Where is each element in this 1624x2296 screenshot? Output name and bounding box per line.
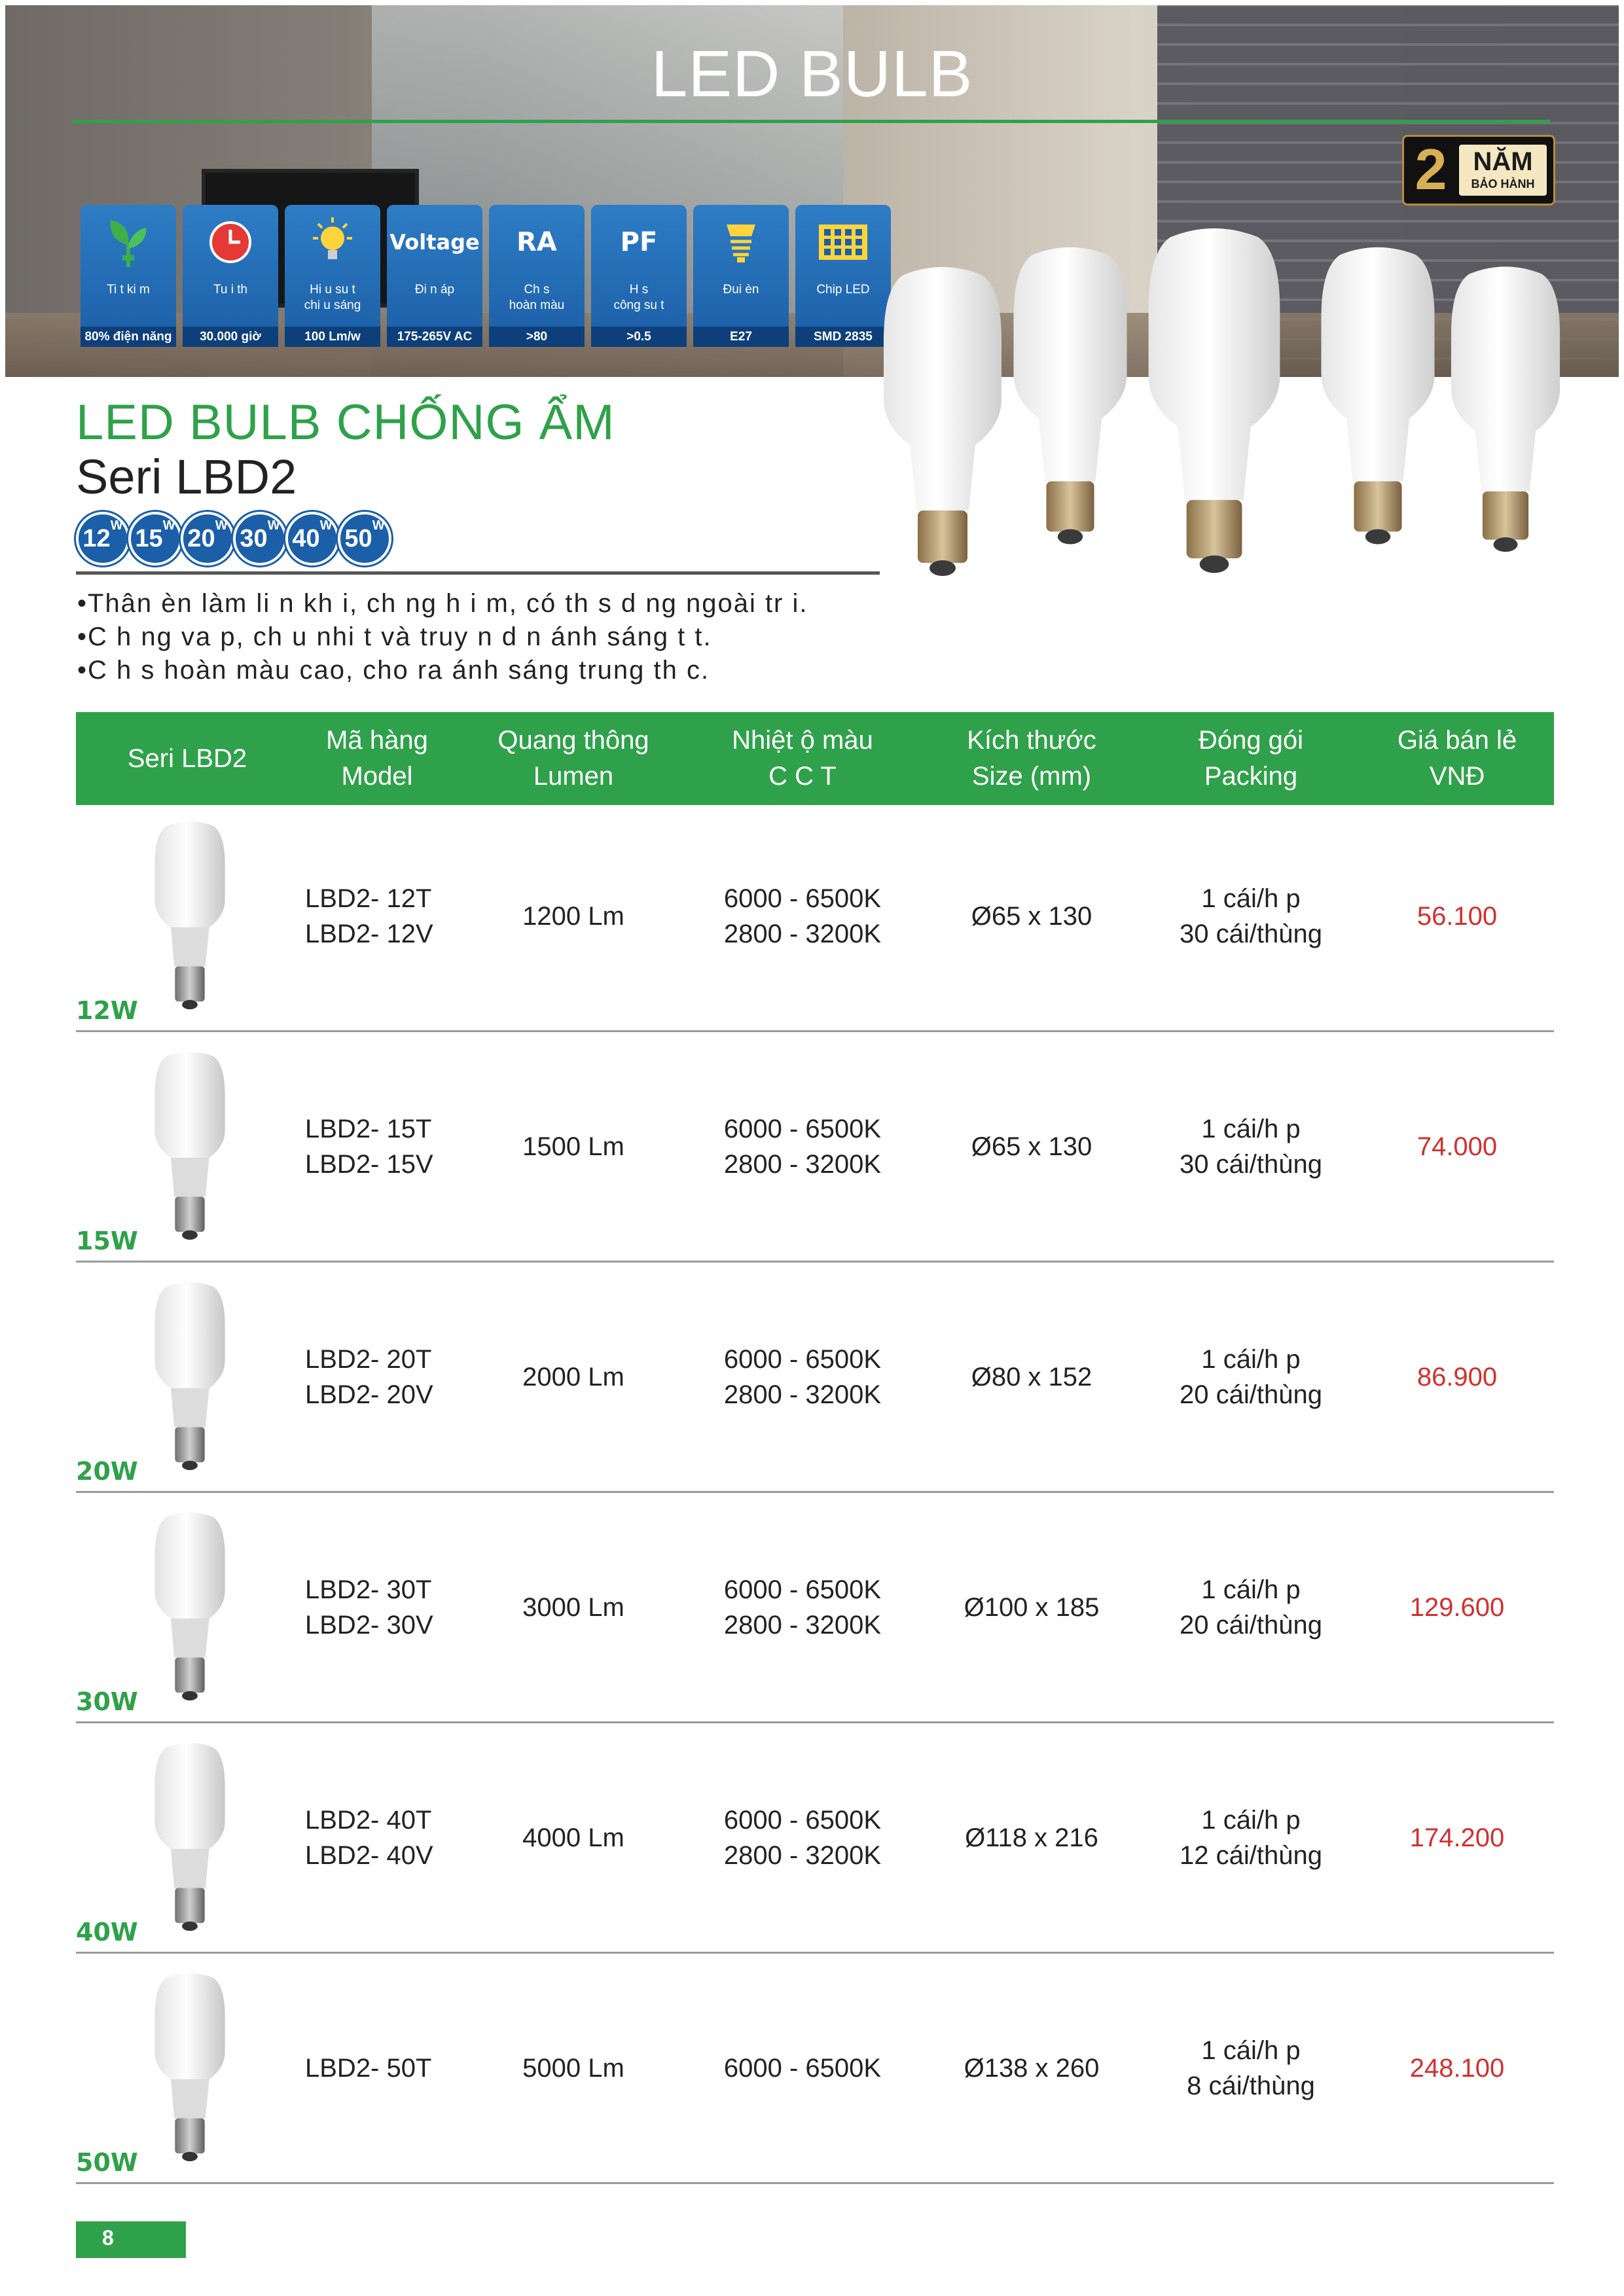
- feature-label: H s công su t: [613, 283, 664, 312]
- cell-size: Ø138 x 260: [964, 2054, 1100, 2083]
- row-wattage-label: 12W: [76, 996, 138, 1025]
- cell-model-1: LBD2- 50T: [305, 2054, 432, 2083]
- header-lumen: [469, 712, 678, 805]
- cell-price: 74.000: [1416, 1132, 1498, 1161]
- cell-packing-1: 1 cái/h p: [1201, 1115, 1301, 1143]
- wattage-unit: W: [215, 518, 228, 533]
- cell-cct-2: 2800 - 3200K: [723, 1611, 882, 1640]
- section-rule: [76, 571, 880, 575]
- wattage-unit: W: [162, 518, 175, 533]
- cell-cct-1: 6000 - 6500K: [723, 1115, 882, 1143]
- wattage-chip: [338, 512, 391, 565]
- feature-bullet: •C h ng va p, ch u nhi t và truy n d n ánh sáng t t.: [77, 622, 712, 651]
- feature-value: 80% điện năng: [81, 327, 176, 347]
- pf-word: PF: [620, 227, 658, 257]
- cell-model-1: LBD2- 30T: [305, 1575, 432, 1604]
- row-wattage-label: 40W: [76, 1918, 138, 1946]
- wattage-value: 40: [292, 525, 320, 552]
- row-wattage-label: 20W: [76, 1457, 138, 1486]
- header-line1: Kích thước: [967, 726, 1096, 755]
- hero-bulb-4: [1303, 242, 1453, 569]
- pf-icon: [591, 213, 687, 272]
- product-bulb-image: [134, 1279, 245, 1485]
- feature-value: 100 Lm/w: [285, 327, 380, 347]
- header-line1: Quang thông: [497, 726, 649, 755]
- row-wattage-label: 50W: [76, 2148, 138, 2177]
- header-price: [1359, 712, 1555, 805]
- feature-label: Tu i th: [213, 283, 248, 296]
- cell-size: Ø65 x 130: [971, 902, 1092, 931]
- cell-packing-2: 30 cái/thùng: [1180, 1150, 1322, 1179]
- warranty-number: 2: [1415, 137, 1447, 202]
- hero-rule: [72, 120, 1550, 123]
- voltage-icon: [387, 213, 482, 272]
- hero-bulb-5: [1440, 262, 1571, 576]
- cell-model-1: LBD2- 15T: [305, 1115, 432, 1143]
- row-wattage-label: 15W: [76, 1227, 138, 1255]
- cell-cct-2: 2800 - 3200K: [723, 1150, 882, 1179]
- warranty-badge: [1402, 135, 1555, 206]
- hero-bulb-2: [995, 242, 1146, 569]
- cell-lumen: 1500 Lm: [522, 1132, 624, 1161]
- header-cct: [685, 712, 920, 805]
- wattage-unit: W: [319, 518, 333, 533]
- feature-label: Chip LED: [816, 283, 870, 296]
- feature-tile-saving: [81, 205, 176, 347]
- wattage-value: 50: [344, 525, 372, 552]
- cell-packing-2: 20 cái/thùng: [1180, 1611, 1322, 1640]
- ra-icon: [489, 213, 585, 272]
- cell-cct-2: 2800 - 3200K: [723, 1841, 882, 1870]
- cell-lumen: 1200 Lm: [522, 902, 624, 931]
- cell-packing-1: 1 cái/h p: [1201, 2036, 1301, 2065]
- header-line2: Lumen: [533, 762, 614, 791]
- cell-packing-1: 1 cái/h p: [1201, 1575, 1301, 1604]
- wattage-value: 30: [240, 525, 268, 552]
- feature-value: >0.5: [591, 327, 687, 347]
- header-line1: Giá bán lẻ: [1397, 726, 1517, 755]
- cell-model-1: LBD2- 40T: [305, 1806, 432, 1835]
- page-title: LED BULB: [651, 37, 973, 111]
- wattage-unit: W: [110, 518, 123, 533]
- cell-model-2: LBD2- 12V: [305, 920, 433, 948]
- wattage-unit: W: [372, 518, 385, 533]
- product-bulb-image: [134, 1970, 245, 2176]
- cell-model-2: LBD2- 40V: [305, 1841, 433, 1870]
- header-line2: C C T: [768, 762, 837, 791]
- page-number: 8: [102, 2226, 114, 2250]
- product-bulb-image: [134, 1740, 245, 1946]
- header-line1: Nhiệt ộ màu: [732, 726, 873, 755]
- header-line1: Seri LBD2: [127, 744, 247, 773]
- cell-lumen: 5000 Lm: [522, 2054, 624, 2083]
- cell-cct-2: 2800 - 3200K: [723, 920, 882, 948]
- feature-label: Hi u su t chi u sáng: [304, 283, 361, 312]
- wattage-chip: [76, 512, 130, 565]
- cell-lumen: 2000 Lm: [522, 1363, 624, 1391]
- cell-lumen: 3000 Lm: [522, 1593, 624, 1622]
- cell-cct-1: 6000 - 6500K: [723, 1806, 882, 1835]
- feature-label: Đi n áp: [414, 283, 455, 296]
- cell-packing-2: 12 cái/thùng: [1180, 1841, 1322, 1870]
- cell-packing-2: 30 cái/thùng: [1180, 920, 1322, 948]
- hero-bulb-1: [877, 262, 1008, 602]
- feature-tile-lifetime: [183, 205, 278, 347]
- row-divider: [76, 1952, 1554, 1954]
- header-model: [285, 712, 469, 805]
- series-title: LED BULB CHỐNG ẨM: [76, 395, 615, 450]
- wattage-chip: [181, 512, 234, 565]
- row-divider: [76, 1491, 1554, 1493]
- cell-price: 174.200: [1409, 1823, 1505, 1852]
- header-line1: Mã hàng: [326, 726, 428, 755]
- feature-bullet: •Thân èn làm li n kh i, ch ng h i m, có th s d ng ngoài tr i.: [77, 589, 808, 618]
- clock-icon: [183, 213, 278, 272]
- lightbulb-icon: [285, 213, 380, 272]
- cell-model-1: LBD2- 20T: [305, 1345, 432, 1374]
- wattage-value: 20: [187, 525, 215, 552]
- header-line2: Model: [341, 762, 413, 791]
- cell-cct-1: 6000 - 6500K: [723, 1575, 882, 1604]
- product-bulb-image: [134, 818, 245, 1024]
- cell-model-2: LBD2- 30V: [305, 1611, 433, 1640]
- header-line2: VNĐ: [1429, 762, 1485, 791]
- hero-bulb-3: [1126, 223, 1303, 602]
- cell-price: 86.900: [1416, 1363, 1498, 1391]
- cell-packing-1: 1 cái/h p: [1201, 1806, 1301, 1835]
- page-number-box: [76, 2221, 186, 2258]
- header-series: [102, 712, 272, 805]
- cell-cct-1: 6000 - 6500K: [723, 884, 882, 913]
- cell-model-2: LBD2- 15V: [305, 1150, 433, 1179]
- feature-tile-ra: [489, 205, 585, 347]
- feature-label: Ti t ki m: [107, 283, 150, 296]
- feature-bullet: •C h s hoàn màu cao, cho ra ánh sáng trung th c.: [77, 656, 710, 685]
- ra-word: RA: [516, 227, 557, 257]
- product-bulb-image: [134, 1509, 245, 1715]
- cell-price: 56.100: [1416, 902, 1498, 931]
- series-subtitle: Seri LBD2: [76, 450, 297, 504]
- header-line2: Size (mm): [971, 762, 1092, 791]
- feature-value: >80: [489, 327, 585, 347]
- wattage-chip: [128, 512, 182, 565]
- feature-tile-socket: [693, 205, 789, 347]
- cell-packing-1: 1 cái/h p: [1201, 884, 1301, 913]
- feature-tile-pf: [591, 205, 687, 347]
- feature-label: Đui èn: [723, 283, 759, 296]
- feature-value: SMD 2835: [795, 327, 891, 347]
- row-divider: [76, 2182, 1554, 2184]
- header-packing: [1143, 712, 1359, 805]
- cell-cct-1: 6000 - 6500K: [723, 2054, 882, 2083]
- wattage-value: 15: [135, 525, 163, 552]
- warranty-word: NĂM: [1473, 147, 1533, 176]
- leaf-plug-icon: [81, 213, 176, 272]
- row-divider: [76, 1030, 1554, 1032]
- feature-tile-efficacy: [285, 205, 380, 347]
- cell-packing-1: 1 cái/h p: [1201, 1345, 1301, 1374]
- feature-value: E27: [693, 327, 789, 347]
- wattage-value: 12: [82, 525, 111, 552]
- header-line1: Đóng gói: [1198, 726, 1304, 755]
- feature-tile-voltage: [387, 205, 482, 347]
- warranty-box: [1459, 145, 1547, 196]
- cell-size: Ø80 x 152: [971, 1363, 1092, 1391]
- row-divider: [76, 1261, 1554, 1263]
- cell-packing-2: 8 cái/thùng: [1187, 2072, 1315, 2100]
- cell-size: Ø100 x 185: [964, 1593, 1100, 1622]
- cell-size: Ø118 x 216: [965, 1823, 1098, 1852]
- cell-packing-2: 20 cái/thùng: [1180, 1380, 1322, 1409]
- cell-cct-1: 6000 - 6500K: [723, 1345, 882, 1374]
- row-divider: [76, 1721, 1554, 1723]
- cell-price: 248.100: [1409, 2054, 1505, 2083]
- warranty-sub: BẢO HÀNH: [1471, 177, 1535, 190]
- cell-model-1: LBD2- 12T: [305, 884, 432, 913]
- header-size: [920, 712, 1143, 805]
- cell-cct-2: 2800 - 3200K: [723, 1380, 882, 1409]
- product-bulb-image: [134, 1049, 245, 1255]
- table-header: [76, 712, 1554, 805]
- cell-price: 129.600: [1409, 1593, 1505, 1622]
- cell-model-2: LBD2- 20V: [305, 1380, 433, 1409]
- wattage-chip: [285, 512, 339, 565]
- voltage-word: Voltage: [389, 230, 480, 255]
- cell-lumen: 4000 Lm: [522, 1823, 624, 1852]
- bulb-base-icon: [693, 213, 789, 272]
- header-line2: Packing: [1204, 762, 1298, 791]
- wattage-unit: W: [267, 518, 280, 533]
- feature-label: Ch s hoàn màu: [509, 283, 565, 312]
- feature-value: 175-265V AC: [387, 327, 482, 347]
- row-wattage-label: 30W: [76, 1687, 138, 1716]
- wattage-chip: [233, 512, 287, 565]
- cell-size: Ø65 x 130: [971, 1132, 1092, 1161]
- feature-value: 30.000 giờ: [183, 327, 278, 347]
